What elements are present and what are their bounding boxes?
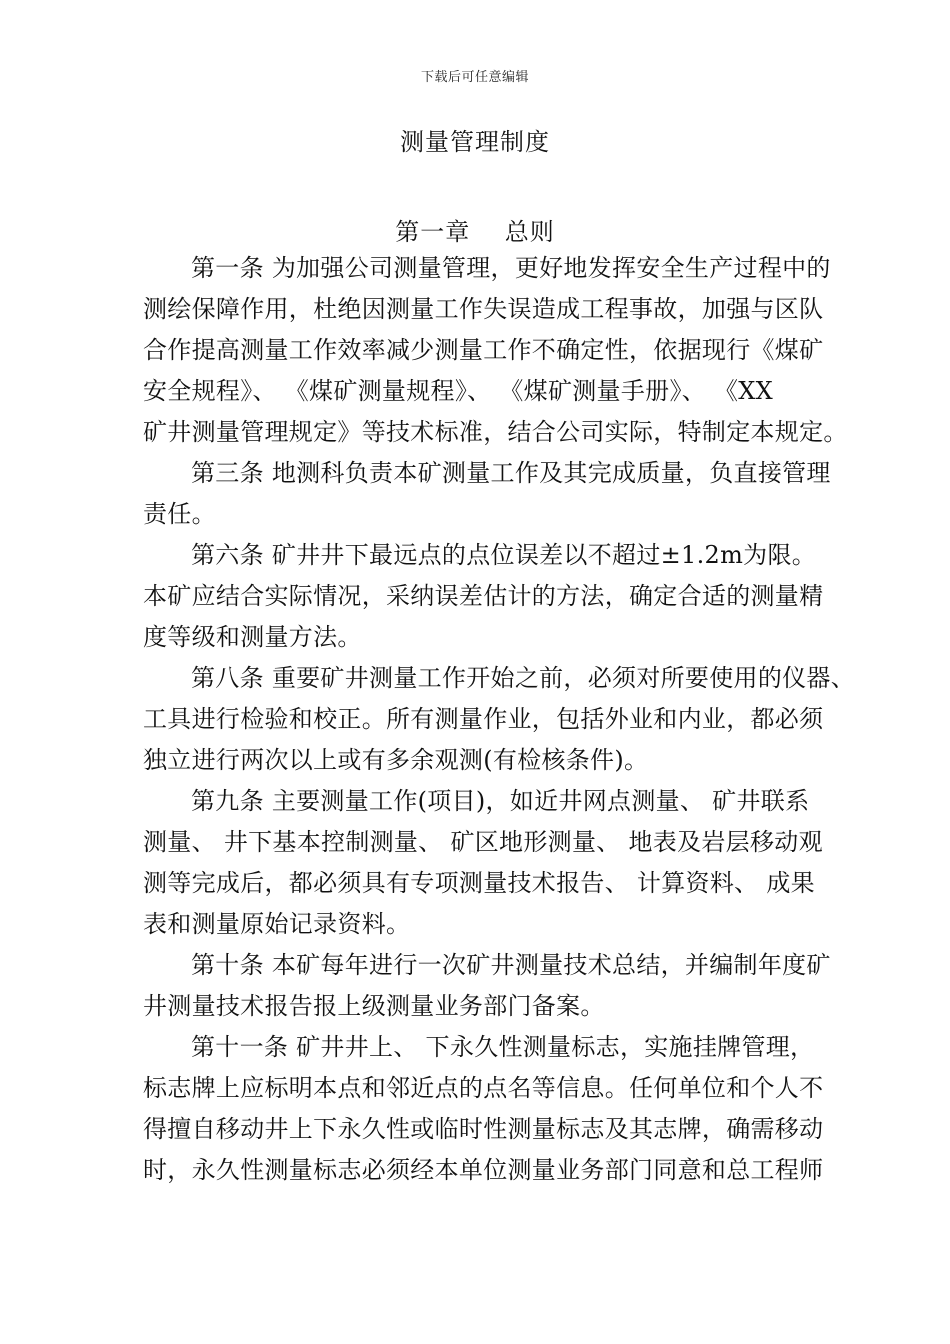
article-paragraph bbox=[143, 535, 824, 658]
text-line: 井测量技术报告报上级测量业务部门备案。 bbox=[143, 992, 605, 1020]
text-line: 合作提高测量工作效率减少测量工作不确定性，依据现行《煤矿 bbox=[143, 336, 824, 364]
text-line: 标志牌上应标明本点和邻近点的点名等信息。任何单位和个人不 bbox=[143, 1074, 824, 1102]
article-paragraph bbox=[143, 248, 848, 453]
text-line: 第十一条 矿井井上、 下永久性测量标志，实施挂牌管理， bbox=[191, 1033, 815, 1061]
text-line: 第八条 重要矿井测量工作开始之前，必须对所要使用的仪器、 bbox=[191, 664, 856, 692]
text-line: 第十条 本矿每年进行一次矿井测量技术总结，并编制年度矿 bbox=[191, 951, 831, 979]
article-paragraph bbox=[143, 1027, 824, 1191]
text-line: 表和测量原始记录资料。 bbox=[143, 910, 411, 938]
document-title: 测量管理制度 bbox=[400, 128, 550, 156]
text-line: 责任。 bbox=[143, 500, 216, 528]
article-paragraph bbox=[143, 945, 831, 1027]
text-line: 第三条 地测科负责本矿测量工作及其完成质量，负直接管理 bbox=[191, 459, 831, 487]
text-line: 时，永久性测量标志必须经本单位测量业务部门同意和总工程师 bbox=[143, 1156, 824, 1184]
text-line: 本矿应结合实际情况，采纳误差估计的方法，确定合适的测量精 bbox=[143, 582, 824, 610]
text-line: 测绘保障作用，杜绝因测量工作失误造成工程事故，加强与区队 bbox=[143, 295, 824, 323]
text-line: 第六条 矿井井下最远点的点位误差以不超过±1.2m为限。 bbox=[191, 541, 817, 569]
chapter-title: 第一章 总则 bbox=[395, 218, 555, 246]
text-line: 第九条 主要测量工作(项目)，如近井网点测量、 矿井联系 bbox=[191, 787, 810, 815]
text-line: 得擅自移动井上下永久性或临时性测量标志及其志牌，确需移动 bbox=[143, 1115, 824, 1143]
text-line: 工具进行检验和校正。所有测量作业，包括外业和内业，都必须 bbox=[143, 705, 824, 733]
text-line: 矿井测量管理规定》等技术标准，结合公司实际，特制定本规定。 bbox=[143, 418, 848, 446]
text-line: 度等级和测量方法。 bbox=[143, 623, 362, 651]
text-line: 测量、 井下基本控制测量、 矿区地形测量、 地表及岩层移动观 bbox=[143, 828, 823, 856]
body-text bbox=[143, 248, 856, 1191]
article-paragraph bbox=[143, 781, 823, 945]
header-note: 下载后可任意编辑 bbox=[420, 70, 529, 85]
text-line: 第一条 为加强公司测量管理，更好地发挥安全生产过程中的 bbox=[191, 254, 831, 282]
text-line: 独立进行两次以上或有多余观测(有检核条件)。 bbox=[143, 746, 649, 774]
article-paragraph bbox=[143, 658, 856, 781]
article-paragraph bbox=[143, 453, 831, 535]
text-line: 安全规程》、 《煤矿测量规程》、 《煤矿测量手册》、 《XX bbox=[143, 377, 774, 405]
text-line: 测等完成后，都必须具有专项测量技术报告、 计算资料、 成果 bbox=[143, 869, 815, 897]
